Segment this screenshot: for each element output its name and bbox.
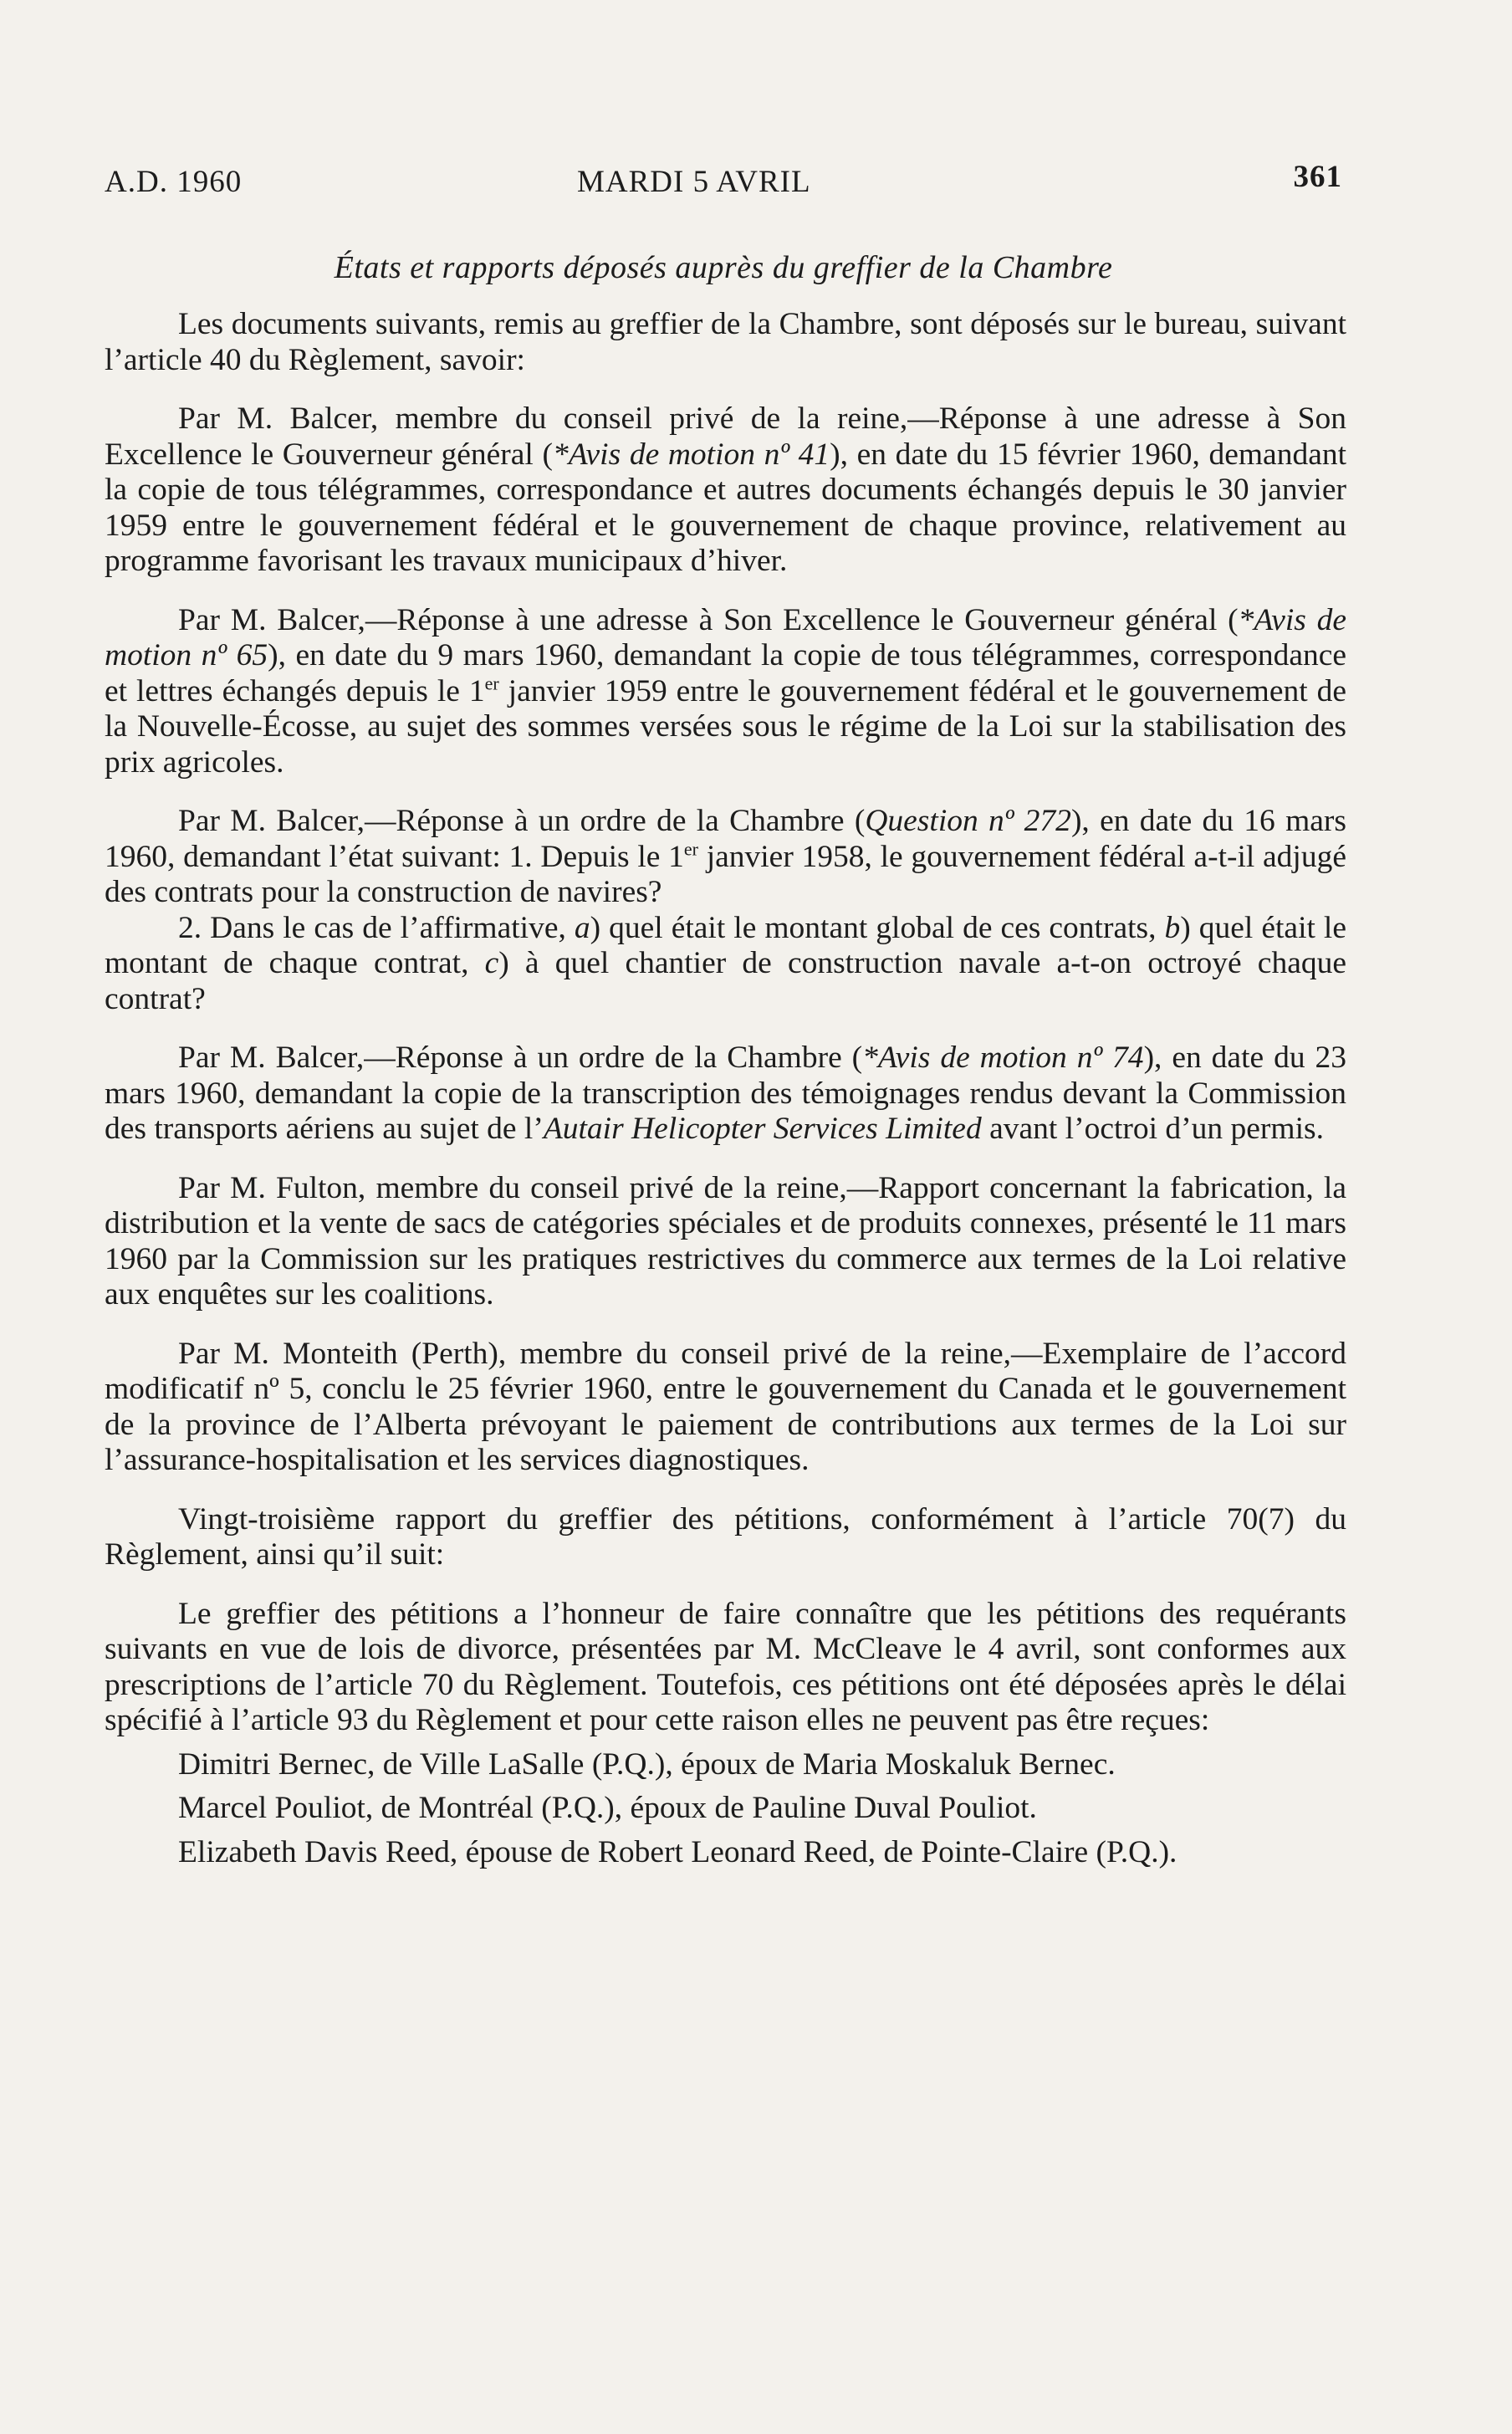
petitioner-item: Marcel Pouliot, de Montréal (P.Q.), époux de Pauline Duval Pouliot.: [178, 1791, 1037, 1825]
motion-reference: *Avis de motion nº 41: [552, 437, 830, 472]
paragraph-balcer-4: Par M. Balcer,—Réponse à un ordre de la Chambre (*Avis de motion nº 74), en date du 23 mars 1960, demandant la copie de la transcription des témoignages rendus devant la Commission des transports aériens au sujet de l’Autair Helicopter Services Limited avant l’octroi d’un permis.: [105, 1041, 1347, 1146]
company-name: Autair Helicopter Services Limited: [543, 1112, 982, 1146]
paragraph-petitions-report: Le greffier des pétitions a l’honneur de faire connaître que les pétitions des requérants suivants en vue de lois de divorce, présentées par M. McCleave le 4 avril, sont conformes aux prescriptions de l’article 70 du Règlement. Toutefois, ces pétitions ont été déposées après le délai spécifié à l’article 93 du Règlement et pour cette raison elles ne peuvent pas être reçues:: [105, 1596, 1346, 1737]
paragraph-balcer-2: Par M. Balcer,—Réponse à une adresse à Son Excellence le Gouverneur général (*Avis de motion nº 65), en date du 9 mars 1960, demandant la copie de tous télégrammes, correspondance et lettres échangés depuis le 1er janvier 1959 entre le gouvernement fédéral et le gouvernement de la Nouvelle-Écosse, au sujet des sommes versées sous le régime de la Loi sur la stabilisation des prix agricoles.: [105, 602, 1347, 780]
motion-reference: *Avis de motion nº 65: [105, 602, 1346, 672]
body-text: [105, 307, 1346, 1879]
paragraph-balcer-3-item-2: 2. Dans le cas de l’affirmative, a) quel était le montant global de ces contrats, b) quel était le montant de chaque contrat, c) à quel chantier de construction navale a-t-on octroyé chaque contrat?: [105, 910, 1346, 1016]
paragraph-balcer-1: Par M. Balcer, membre du conseil privé de la reine,—Réponse à une adresse à Son Excellence le Gouverneur général (*Avis de motion nº 41), en date du 15 février 1960, demandant la copie de tous télégrammes, correspondance et autres documents échangés depuis le 30 janvier 1959 entre le gouvernement fédéral et le gouvernement de chaque province, relativement au programme favorisant les travaux municipaux d’hiver.: [105, 401, 1347, 578]
header-year: A.D. 1960: [105, 165, 243, 199]
paragraph-balcer-3: Par M. Balcer,—Réponse à un ordre de la Chambre (Question nº 272), en date du 16 mars 1960, demandant l’état suivant: 1. Depuis le 1er janvier 1958, le gouvernement fédéral a-t-il adjugé des contrats pour la construction de navires?: [105, 804, 1346, 909]
header-date: MARDI 5 AVRIL: [577, 165, 811, 199]
question-reference: Question nº 272: [865, 804, 1071, 838]
motion-reference: *Avis de motion nº 74: [862, 1041, 1144, 1075]
section-title: États et rapports déposés auprès du greffier de la Chambre: [334, 250, 1113, 285]
paragraph-report-intro: Vingt-troisième rapport du greffier des pétitions, conformément à l’article 70(7) du Règlement, ainsi qu’il suit:: [105, 1501, 1346, 1572]
paragraph-fulton: Par M. Fulton, membre du conseil privé de la reine,—Rapport concernant la fabrication, la distribution et la vente de sacs de catégories spéciales et de produits connexes, présenté le 11 mars 1960 par la Commission sur les pratiques restrictives du commerce aux termes de la Loi relative aux enquêtes sur les coalitions.: [105, 1170, 1346, 1312]
running-head: [105, 160, 1342, 214]
page-number: 361: [1293, 160, 1342, 194]
paragraph-monteith: Par M. Monteith (Perth), membre du conseil privé de la reine,—Exemplaire de l’accord modificatif nº 5, conclu le 25 février 1960, entre le gouvernement du Canada et le gouvernement de la province de l’Alberta prévoyant le paiement de contributions aux termes de la Loi sur l’assurance-hospitalisation et les services diagnostiques.: [105, 1336, 1346, 1477]
intro-paragraph: Les documents suivants, remis au greffier de la Chambre, sont déposés sur le bureau, suivant l’article 40 du Règlement, savoir:: [105, 307, 1346, 377]
petitioner-item: Elizabeth Davis Reed, épouse de Robert Leonard Reed, de Pointe-Claire (P.Q.).: [178, 1834, 1177, 1869]
petitioner-item: Dimitri Bernec, de Ville LaSalle (P.Q.), époux de Maria Moskaluk Bernec.: [178, 1746, 1116, 1782]
